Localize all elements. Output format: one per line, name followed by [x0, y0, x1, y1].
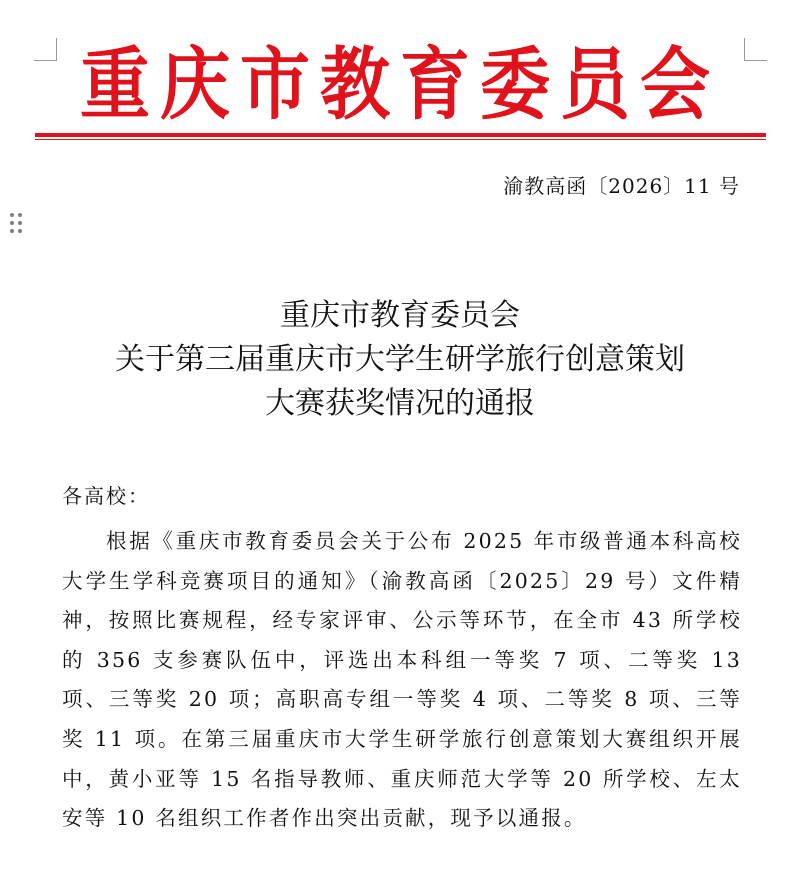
drag-handle-icon[interactable]: [9, 212, 23, 234]
document-number: 渝教高函〔2026〕11 号: [503, 174, 740, 198]
red-separator-thin: [35, 139, 766, 140]
issuer-red-header: 重庆市教育委员会: [80, 37, 720, 131]
title-line-2: 关于第三届重庆市大学生研学旅行创意策划: [115, 342, 685, 377]
title-line-1: 重庆市教育委员会: [280, 298, 520, 333]
body-paragraph: 根据《重庆市教育委员会关于公布 2025 年市级普通本科高校大学生学科竞赛项目的通知》（渝教高函〔2025〕29 号）文件精神，按照比赛规程，经专家评审、公示等环节，在全市 43 所学校的 356 支参赛队伍中，评选出本科组一等奖 7 项、二等奖 13 项、三等奖 20 项；高职高专组一等奖 4 项、二等奖 8 项、三等奖 11 项。在第三届重庆市大学生研学旅行创意策划大赛组织开展中，黄小亚等 15 名指导教师、重庆师范大学等 20 所学校、左太安等 10 名组织工作者作出突出贡献，现予以通报。: [62, 529, 742, 831]
title-line-3: 大赛获奖情况的通报: [265, 386, 535, 421]
red-separator-thick: [35, 133, 766, 137]
salutation: 各高校：: [62, 484, 150, 508]
document-title: [40, 294, 760, 426]
